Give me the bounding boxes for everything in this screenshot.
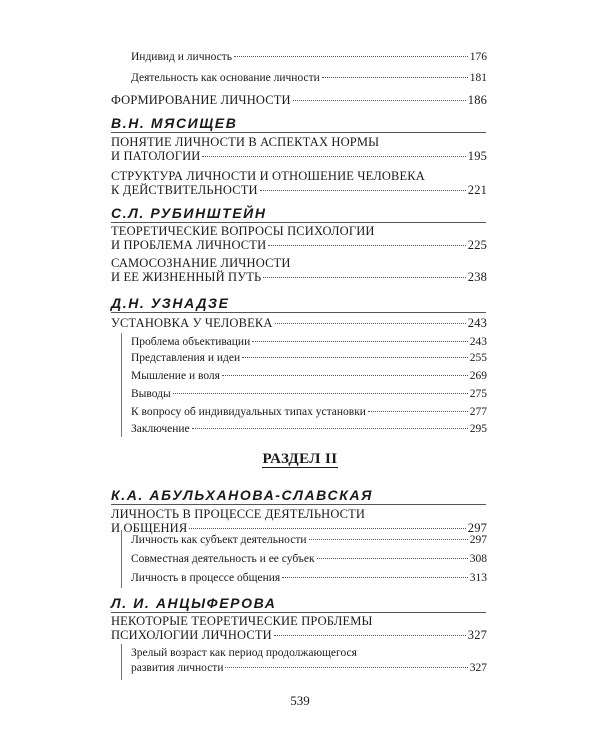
toc-entry-page: 221 bbox=[467, 183, 487, 197]
leader-dots bbox=[282, 577, 468, 578]
leader-dots bbox=[192, 428, 468, 429]
toc-entry-page: 308 bbox=[469, 553, 487, 565]
toc-entry-page: 313 bbox=[469, 572, 487, 584]
toc-entry-page: 243 bbox=[467, 316, 487, 330]
toc-entry-page: 195 bbox=[467, 149, 487, 163]
toc-entry-title: Проблема объективации bbox=[131, 336, 251, 348]
author-rule bbox=[111, 312, 486, 313]
toc-entry[interactable] bbox=[111, 614, 487, 642]
toc-subentry[interactable] bbox=[131, 571, 487, 586]
toc-entry-title-cont: И ОБЩЕНИЯ bbox=[111, 521, 188, 535]
toc-entry-title: Мышление и воля bbox=[131, 370, 220, 382]
toc-subentry[interactable] bbox=[131, 387, 487, 402]
toc-entry[interactable] bbox=[131, 50, 487, 65]
toc-entry-page: 186 bbox=[467, 93, 487, 107]
author-rule bbox=[111, 612, 486, 613]
toc-entry-page: 275 bbox=[469, 388, 487, 400]
leader-dots bbox=[202, 156, 465, 157]
author-rule bbox=[111, 222, 486, 223]
toc-entry[interactable] bbox=[111, 169, 487, 197]
toc-entry-title: Индивид и личность bbox=[131, 51, 233, 63]
leader-dots bbox=[293, 100, 466, 101]
toc-entry-title-cont: И ПАТОЛОГИИ bbox=[111, 149, 201, 163]
author-heading: К.А. АБУЛЬХАНОВА-СЛАВСКАЯ bbox=[111, 487, 373, 503]
subsection-bar bbox=[121, 333, 122, 437]
leader-dots bbox=[275, 323, 466, 324]
leader-dots bbox=[317, 558, 468, 559]
toc-entry-title-cont: развития личности bbox=[131, 662, 224, 674]
toc-entry-title: НЕКОТОРЫЕ ТЕОРЕТИЧЕСКИЕ ПРОБЛЕМЫ bbox=[111, 614, 373, 628]
toc-entry-page: 327 bbox=[467, 628, 487, 642]
leader-dots bbox=[234, 56, 468, 57]
toc-entry[interactable] bbox=[111, 224, 487, 252]
toc-entry-title: Зрелый возраст как период продолжающегося bbox=[131, 647, 357, 659]
toc-subentry[interactable] bbox=[131, 351, 487, 366]
section-heading bbox=[0, 451, 600, 468]
toc-entry[interactable] bbox=[111, 135, 487, 163]
toc-entry-title: ЛИЧНОСТЬ В ПРОЦЕССЕ ДЕЯТЕЛЬНОСТИ bbox=[111, 507, 366, 521]
leader-dots bbox=[263, 277, 465, 278]
toc-entry[interactable] bbox=[111, 507, 487, 535]
toc-entry-title: ФОРМИРОВАНИЕ ЛИЧНОСТИ bbox=[111, 93, 291, 107]
toc-entry-title: ПОНЯТИЕ ЛИЧНОСТИ В АСПЕКТАХ НОРМЫ bbox=[111, 135, 380, 149]
leader-dots bbox=[268, 245, 466, 246]
toc-entry-page: 269 bbox=[469, 370, 487, 382]
author-heading: Д.Н. УЗНАДЗЕ bbox=[111, 295, 230, 311]
toc-entry-title-cont: И ЕЕ ЖИЗНЕННЫЙ ПУТЬ bbox=[111, 270, 262, 284]
toc-entry-title: К вопросу об индивидуальных типах установки bbox=[131, 406, 366, 418]
toc-entry-page: 277 bbox=[469, 406, 487, 418]
toc-subentry[interactable] bbox=[131, 369, 487, 384]
toc-subentry[interactable] bbox=[131, 405, 487, 420]
leader-dots bbox=[322, 77, 468, 78]
toc-entry-page: 297 bbox=[467, 521, 487, 535]
author-rule bbox=[111, 132, 486, 133]
leader-dots bbox=[309, 539, 468, 540]
toc-entry-page: 327 bbox=[469, 662, 487, 674]
toc-subentry[interactable] bbox=[131, 422, 487, 437]
toc-entry-page: 181 bbox=[469, 72, 487, 84]
toc-entry[interactable] bbox=[111, 93, 487, 107]
leader-dots bbox=[260, 190, 466, 191]
toc-subentry[interactable] bbox=[131, 646, 487, 676]
page-number: 539 bbox=[290, 693, 310, 708]
leader-dots bbox=[189, 528, 465, 529]
toc-entry-title: Представления и идеи bbox=[131, 352, 241, 364]
toc-subentry[interactable] bbox=[131, 335, 487, 350]
author-heading: С.Л. РУБИНШТЕЙН bbox=[111, 205, 267, 221]
subsection-bar bbox=[121, 644, 122, 680]
toc-entry[interactable] bbox=[131, 71, 487, 86]
toc-subentry[interactable] bbox=[131, 533, 487, 548]
toc-entry[interactable] bbox=[111, 256, 487, 284]
toc-entry-title: УСТАНОВКА У ЧЕЛОВЕКА bbox=[111, 316, 273, 330]
author-heading: Л. И. АНЦЫФЕРОВА bbox=[111, 595, 277, 611]
toc-entry-title-cont: ПСИХОЛОГИИ ЛИЧНОСТИ bbox=[111, 628, 272, 642]
leader-dots bbox=[173, 393, 468, 394]
toc-entry-title-cont: И ПРОБЛЕМА ЛИЧНОСТИ bbox=[111, 238, 267, 252]
toc-entry-title: Личность как субъект деятельности bbox=[131, 534, 307, 546]
author-heading: В.Н. МЯСИЩЕВ bbox=[111, 115, 238, 131]
leader-dots bbox=[252, 341, 468, 342]
toc-entry[interactable] bbox=[111, 316, 487, 330]
toc-entry-title: Совместная деятельность и ее субъек bbox=[131, 553, 315, 565]
author-rule bbox=[111, 504, 486, 505]
toc-entry-title: Заключение bbox=[131, 423, 190, 435]
toc-subentry[interactable] bbox=[131, 552, 487, 567]
leader-dots bbox=[225, 667, 467, 668]
toc-entry-page: 295 bbox=[469, 423, 487, 435]
subsection-bar bbox=[121, 530, 122, 588]
toc-entry-title: Выводы bbox=[131, 388, 171, 400]
toc-entry-page: 176 bbox=[469, 51, 487, 63]
toc-entry-page: 255 bbox=[469, 352, 487, 364]
leader-dots bbox=[368, 411, 468, 412]
toc-entry-title: СТРУКТУРА ЛИЧНОСТИ И ОТНОШЕНИЕ ЧЕЛОВЕКА bbox=[111, 169, 425, 183]
toc-entry-title: Деятельность как основание личности bbox=[131, 72, 320, 84]
toc-entry-page: 243 bbox=[469, 336, 487, 348]
section-heading-text: РАЗДЕЛ II bbox=[262, 451, 338, 467]
leader-dots bbox=[222, 375, 468, 376]
leader-dots bbox=[242, 357, 468, 358]
toc-entry-title: Личность в процессе общения bbox=[131, 572, 281, 584]
toc-entry-page: 225 bbox=[467, 238, 487, 252]
toc-entry-title: САМОСОЗНАНИЕ ЛИЧНОСТИ bbox=[111, 256, 291, 270]
toc-entry-page: 297 bbox=[469, 534, 487, 546]
toc-entry-title: ТЕОРЕТИЧЕСКИЕ ВОПРОСЫ ПСИХОЛОГИИ bbox=[111, 224, 375, 238]
toc-entry-title-cont: К ДЕЙСТВИТЕЛЬНОСТИ bbox=[111, 183, 258, 197]
toc-entry-page: 238 bbox=[467, 270, 487, 284]
leader-dots bbox=[274, 635, 466, 636]
